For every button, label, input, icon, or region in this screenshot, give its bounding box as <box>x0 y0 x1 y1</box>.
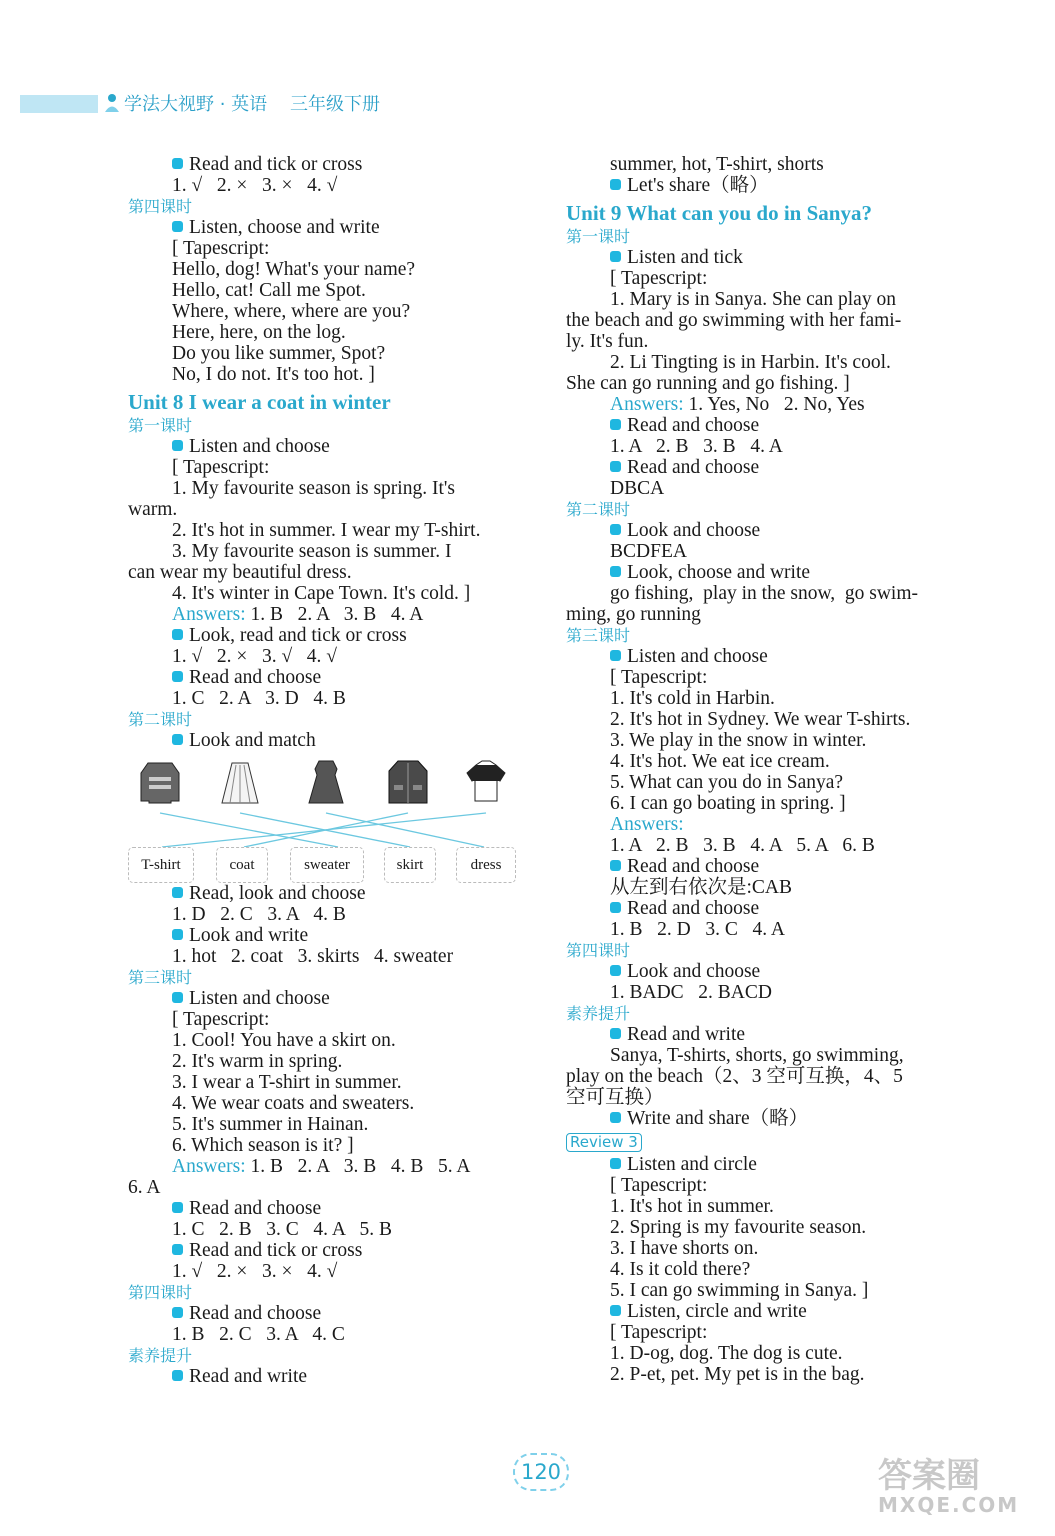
text-line: Do you like summer, Spot? <box>172 343 386 364</box>
text-line: 3. We play in the snow in winter. <box>610 730 867 751</box>
section-heading: Listen, choose and write <box>128 217 518 238</box>
text-line: She can go running and go fishing. ] <box>566 373 850 394</box>
text-line: [ Tapescript: <box>172 238 270 259</box>
lesson-label: 第二课时 <box>128 710 193 729</box>
unit-title: Unit 8 I wear a coat in winter <box>128 390 391 414</box>
text-line: Here, here, on the log. <box>172 322 346 343</box>
section-heading: Read and tick or cross <box>128 1240 518 1261</box>
answer-line: DBCA <box>610 478 665 499</box>
answer-line: 1. C 2. A 3. D 4. B <box>172 688 346 709</box>
review-badge: Review 3 <box>566 1133 642 1152</box>
lesson-label: 素养提升 <box>128 1346 193 1365</box>
text-line: 5. What can you do in Sanya? <box>610 772 844 793</box>
answer-line: 1. A 2. B 3. B 4. A <box>610 436 783 457</box>
student-icon <box>104 93 120 113</box>
text-line: [ Tapescript: <box>610 667 708 688</box>
text-line: Hello, dog! What's your name? <box>172 259 416 280</box>
answer-line: 1. B 2. C 3. A 4. C <box>172 1324 345 1345</box>
section-heading: Read and choose <box>566 457 956 478</box>
answers-line <box>128 1156 518 1177</box>
text-line: [ Tapescript: <box>172 1009 270 1030</box>
text-line: [ Tapescript: <box>610 268 708 289</box>
word-card-coat: coat <box>216 847 268 883</box>
section-heading: Look and write <box>128 925 518 946</box>
text-line: 6. Which season is it? ] <box>172 1135 354 1156</box>
answer-line: 1. C 2. B 3. C 4. A 5. B <box>172 1219 392 1240</box>
section-heading: Read and choose <box>566 856 956 877</box>
answer-line: ming, go running <box>566 604 701 625</box>
header-title: 学法大视野 · 英语 三年级下册 <box>124 94 381 115</box>
answer-line: 6. A <box>128 1177 161 1198</box>
lesson-label: 第四课时 <box>566 941 631 960</box>
lesson-label: 素养提升 <box>566 1004 631 1023</box>
text-line: 2. Spring is my favourite season. <box>610 1217 867 1238</box>
text-line: 4. It's winter in Cape Town. It's cold. ] <box>172 583 471 604</box>
lesson-label: 第二课时 <box>566 500 631 519</box>
left-column <box>128 154 518 1387</box>
watermark-url: MXQE.COM <box>878 1493 1020 1517</box>
section-heading: Read and choose <box>566 415 956 436</box>
lesson-label: 第四课时 <box>128 1283 193 1302</box>
text-line: can wear my beautiful dress. <box>128 562 352 583</box>
text-line: 6. I can go boating in spring. ] <box>610 793 846 814</box>
text-line: 3. I have shorts on. <box>610 1238 759 1259</box>
answer-line: 空可互换） <box>566 1087 664 1108</box>
text-line: 2. Li Tingting is in Harbin. It's cool. <box>610 352 891 373</box>
answers-label: Answers: <box>610 814 684 835</box>
text-line: 2. It's hot in Sydney. We wear T-shirts. <box>610 709 911 730</box>
answers-label: Answers: <box>172 604 246 625</box>
word-card-t-shirt: T-shirt <box>128 847 194 883</box>
text-line: 1. D-og, dog. The dog is cute. <box>610 1343 843 1364</box>
section-heading: Look, read and tick or cross <box>128 625 518 646</box>
section-heading: Read and write <box>128 1366 518 1387</box>
header-accent-bar <box>20 95 98 113</box>
answer-line: 1. B 2. D 3. C 4. A <box>610 919 785 940</box>
answer-line: 从左到右依次是:CAB <box>610 877 793 898</box>
word-card-dress: dress <box>456 847 516 883</box>
answers-values: 1. Yes, No 2. No, Yes <box>683 394 865 415</box>
section-heading: Read and choose <box>128 1303 518 1324</box>
text-line: 5. I can go swimming in Sanya. ] <box>610 1280 869 1301</box>
text-line: the beach and go swimming with her fami- <box>566 310 902 331</box>
review-row <box>566 1129 956 1154</box>
answer-line: 1. BADC 2. BACD <box>610 982 772 1003</box>
answer-line: 1. √ 2. × 3. × 4. √ <box>172 175 338 196</box>
text-line: 4. It's hot. We eat ice cream. <box>610 751 830 772</box>
section-heading: Look and match <box>128 730 518 751</box>
section-heading: Listen and choose <box>128 988 518 1009</box>
text-line: 3. My favourite season is summer. I <box>172 541 452 562</box>
section-heading: Read and tick or cross <box>128 154 518 175</box>
text-line: 5. It's summer in Hainan. <box>172 1114 369 1135</box>
text-line: Hello, cat! Call me Spot. <box>172 280 366 301</box>
section-heading: Look and choose <box>566 520 956 541</box>
section-heading: Listen, circle and write <box>566 1301 956 1322</box>
answers-values: 1. B 2. A 3. B 4. B 5. A <box>245 1156 471 1177</box>
answer-line: play on the beach（2、3 空可互换，4、5 <box>566 1066 903 1087</box>
answer-line: go fishing, play in the snow, go swim- <box>610 583 919 604</box>
text-line: [ Tapescript: <box>610 1175 708 1196</box>
answers-values: 1. B 2. A 3. B 4. A <box>245 604 424 625</box>
text-line: 1. It's hot in summer. <box>610 1196 774 1217</box>
answers-label: Answers: <box>610 394 684 415</box>
text-line: 1. Mary is in Sanya. She can play on <box>610 289 896 310</box>
unit-title: Unit 9 What can you do in Sanya? <box>566 201 872 225</box>
section-heading: Listen and circle <box>566 1154 956 1175</box>
section-heading: Read and write <box>566 1024 956 1045</box>
text-line: Where, where, where are you? <box>172 301 411 322</box>
text-line: [ Tapescript: <box>610 1322 708 1343</box>
answers-values: 1. A 2. B 3. B 4. A 5. A 6. B <box>610 835 875 856</box>
text-line: 4. Is it cold there? <box>610 1259 751 1280</box>
lesson-label: 第一课时 <box>566 227 631 246</box>
answer-line: BCDFEA <box>610 541 687 562</box>
section-heading: Let's share（略） <box>566 175 956 196</box>
text-line: warm. <box>128 499 178 520</box>
answers-line <box>128 604 518 625</box>
section-heading: Read and choose <box>566 898 956 919</box>
text-line: 1. Cool! You have a skirt on. <box>172 1030 396 1051</box>
section-heading: Read and choose <box>128 667 518 688</box>
answer-line: Sanya, T-shirts, shorts, go swimming, <box>610 1045 904 1066</box>
text-line: 2. It's hot in summer. I wear my T-shirt. <box>172 520 481 541</box>
section-heading: Write and share（略） <box>566 1108 956 1129</box>
section-heading: Read and choose <box>128 1198 518 1219</box>
watermark-logo: 答案圈 <box>878 1456 980 1496</box>
answer-line: 1. √ 2. × 3. × 4. √ <box>172 1261 338 1282</box>
answer-line: 1. D 2. C 3. A 4. B <box>172 904 346 925</box>
section-heading: Listen and tick <box>566 247 956 268</box>
match-lines <box>128 751 518 851</box>
section-heading: Look, choose and write <box>566 562 956 583</box>
lesson-label: 第三课时 <box>566 626 631 645</box>
section-heading: Look and choose <box>566 961 956 982</box>
section-heading: Listen and choose <box>128 436 518 457</box>
right-column <box>566 154 956 1385</box>
word-card-skirt: skirt <box>384 847 436 883</box>
answers-line <box>566 394 956 415</box>
text-line: 2. It's warm in spring. <box>172 1051 343 1072</box>
text-line: 1. My favourite season is spring. It's <box>172 478 455 499</box>
text-line: 4. We wear coats and sweaters. <box>172 1093 415 1114</box>
lesson-label: 第四课时 <box>128 197 193 216</box>
text-line: summer, hot, T-shirt, shorts <box>610 154 824 175</box>
answers-label: Answers: <box>172 1156 246 1177</box>
word-card-sweater: sweater <box>290 847 364 883</box>
answer-line: 1. hot 2. coat 3. skirts 4. sweater <box>172 946 454 967</box>
text-line: 2. P-et, pet. My pet is in the bag. <box>610 1364 865 1385</box>
text-line: 1. It's cold in Harbin. <box>610 688 775 709</box>
answer-line: 1. √ 2. × 3. √ 4. √ <box>172 646 337 667</box>
section-heading: Read, look and choose <box>128 883 518 904</box>
section-heading: Listen and choose <box>566 646 956 667</box>
lesson-label: 第一课时 <box>128 416 193 435</box>
text-line: No, I do not. It's too hot. ] <box>172 364 375 385</box>
page-number: 120 <box>513 1453 569 1491</box>
match-exercise <box>128 751 518 883</box>
text-line: [ Tapescript: <box>172 457 270 478</box>
watermark <box>878 1448 1019 1517</box>
lesson-label: 第三课时 <box>128 968 193 987</box>
text-line: 3. I wear a T-shirt in summer. <box>172 1072 402 1093</box>
text-line: ly. It's fun. <box>566 331 649 352</box>
